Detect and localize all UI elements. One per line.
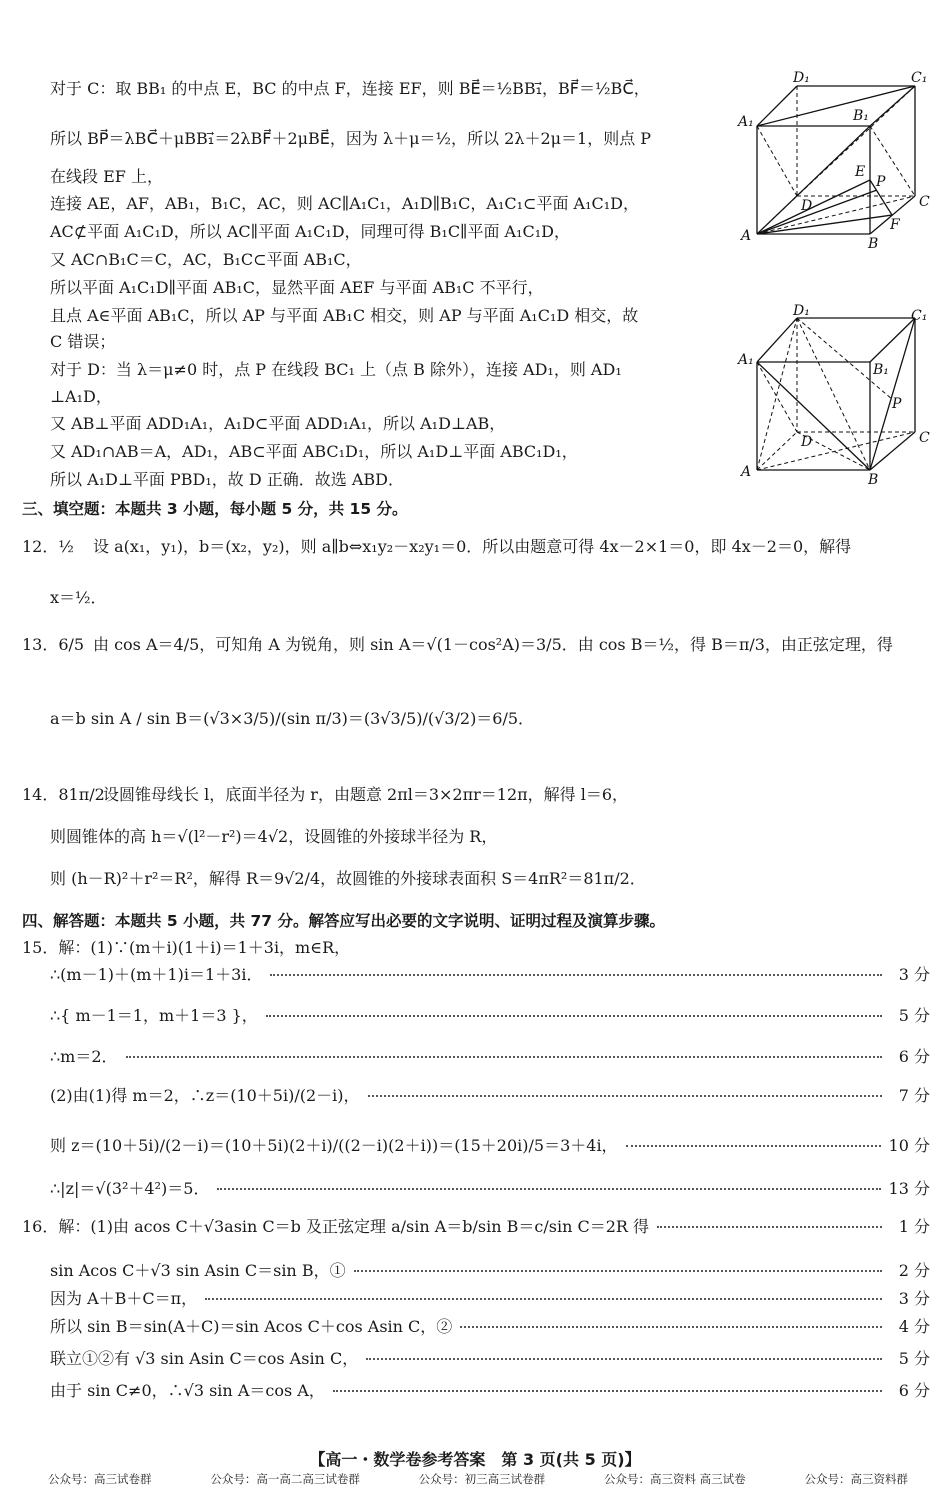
svg-text:D₁: D₁ xyxy=(793,303,810,319)
q13-answer: 13．6/5 xyxy=(22,635,85,654)
svg-text:C: C xyxy=(919,430,930,446)
svg-text:B₁: B₁ xyxy=(853,108,869,124)
solution-step: ∴{ m－1＝1，m＋1＝3 }， 5 分 xyxy=(50,1006,930,1025)
svg-text:A: A xyxy=(741,228,752,244)
svg-text:A: A xyxy=(741,464,752,480)
text-line: 又 AD₁∩AB＝A，AD₁，AB⊂平面 ABC₁D₁，所以 A₁D⊥平面 ABC₁D₁， xyxy=(50,442,578,461)
footer-note: 公众号：高三资料群 xyxy=(804,1472,908,1486)
solution-step: 由于 sin C≠0，∴√3 sin A＝cos A， 6 分 xyxy=(50,1381,930,1400)
svg-text:E: E xyxy=(855,164,866,180)
text-line: 所以 A₁D⊥平面 PBD₁，故 D 正确．故选 ABD． xyxy=(50,470,405,489)
q13-text: a＝b sin A / sin B＝(√3×3/5)/(sin π/3)＝(3√3/5)/(√3/2)＝6/5． xyxy=(50,709,535,728)
footer-note: 公众号：高三资料 高三试卷 xyxy=(603,1472,746,1486)
section-heading: 三、填空题：本题共 3 小题，每小题 5 分，共 15 分。 xyxy=(22,500,408,518)
q12-text: x＝½． xyxy=(50,588,107,607)
svg-text:C₁: C₁ xyxy=(911,308,928,324)
footer-notes xyxy=(48,1471,908,1487)
q14-answer: 14．81π/2 xyxy=(22,785,105,804)
text-line: 对于 D：当 λ＝μ≠0 时，点 P 在线段 BC₁ 上（点 B 除外），连接 AD₁，则 AD₁ xyxy=(50,360,622,379)
svg-text:B: B xyxy=(868,472,879,488)
svg-text:A₁: A₁ xyxy=(738,352,754,368)
text-line: 连接 AE，AF，AB₁，B₁C，AC，则 AC∥A₁C₁，A₁D∥B₁C，A₁C₁⊂平面 A₁C₁D， xyxy=(50,194,639,213)
svg-text:B: B xyxy=(868,236,879,252)
text-line: ⊥A₁D， xyxy=(50,387,112,406)
text-line: C 错误； xyxy=(50,332,116,351)
q14-text: 则 (h－R)²＋r²＝R²，解得 R＝9√2/4，故圆锥的外接球表面积 S＝4πR²＝81π/2． xyxy=(50,869,646,888)
svg-text:B₁: B₁ xyxy=(873,362,889,378)
svg-text:D₁: D₁ xyxy=(793,70,810,86)
text-line: 且点 A∈平面 AB₁C，所以 AP 与平面 AB₁C 相交，则 AP 与平面 A₁C₁D 相交，故 xyxy=(50,306,639,325)
solution-step: 所以 sin B＝sin(A＋C)＝sin Acos C＋cos Asin C，② 4 分 xyxy=(50,1317,930,1336)
solution-step: 因为 A＋B＋C＝π， 3 分 xyxy=(50,1289,930,1308)
svg-text:D: D xyxy=(801,434,813,450)
text-line: 所以平面 A₁C₁D∥平面 AB₁C，显然平面 AEF 与平面 AB₁C 不平行， xyxy=(50,278,544,297)
svg-text:D: D xyxy=(801,198,813,214)
cube-figure-1 xyxy=(735,66,935,252)
footer-note: 公众号：高三试卷群 xyxy=(48,1472,152,1486)
svg-text:C₁: C₁ xyxy=(911,70,928,86)
svg-text:P: P xyxy=(892,396,902,412)
text-line: 又 AC∩B₁C＝C，AC，B₁C⊂平面 AB₁C， xyxy=(50,250,362,269)
section-heading: 四、解答题：本题共 5 小题，共 77 分。解答应写出必要的文字说明、证明过程及演算步骤。 xyxy=(22,912,665,930)
text-line: 在线段 EF 上， xyxy=(50,167,163,186)
text-line: 又 AB⊥平面 ADD₁A₁，A₁D⊂平面 ADD₁A₁，所以 A₁D⊥AB， xyxy=(50,414,506,433)
q12-answer: 12．½ xyxy=(22,537,74,556)
q13-text: 由 cos A＝4/5，可知角 A 为锐角，则 sin A＝√(1－cos²A)＝3/5．由 cos B＝½，得 B＝π/3，由正弦定理，得 xyxy=(93,635,893,654)
q15-head: 15．解：(1)∵(m＋i)(1＋i)＝1＋3i，m∈R， xyxy=(22,938,351,957)
svg-text:C: C xyxy=(919,194,930,210)
svg-text:F: F xyxy=(890,217,900,233)
solution-step: 16．解：(1)由 acos C＋√3asin C＝b 及正弦定理 a/sin A＝b/sin B＝c/sin C＝2R 得 1 分 xyxy=(22,1217,930,1236)
page-footer: 【高一・数学卷参考答案 第 3 页(共 5 页)】 xyxy=(309,1450,641,1469)
q12-text: 设 a(x₁，y₁)，b＝(x₂，y₂)，则 a∥b⇔x₁y₂－x₂y₁＝0．所以由题意可得 4x－2×1＝0，即 4x－2＝0，解得 xyxy=(93,537,852,556)
q14-text: 则圆锥体的高 h＝√(l²－r²)＝4√2，设圆锥的外接球半径为 R， xyxy=(50,827,498,846)
solution-step: 联立①②有 √3 sin Asin C＝cos Asin C， 5 分 xyxy=(50,1349,930,1368)
solution-step: (2)由(1)得 m＝2，∴z＝(10＋5i)/(2－i)， 7 分 xyxy=(50,1086,930,1105)
text-line: 所以 BP⃗＝λBC⃗＋μBB₁⃗＝2λBF⃗＋2μBE⃗，因为 λ＋μ＝½，所以 2λ＋2μ＝1，则点 P xyxy=(50,129,652,148)
svg-text:P: P xyxy=(876,174,886,190)
svg-text:A₁: A₁ xyxy=(738,114,754,130)
text-line: AC⊄平面 A₁C₁D，所以 AC∥平面 A₁C₁D，同理可得 B₁C∥平面 A₁C₁D， xyxy=(50,222,570,241)
text-line: 对于 C：取 BB₁ 的中点 E，BC 的中点 F，连接 EF，则 BE⃗＝½BB₁⃗，BF⃗＝½BC⃗， xyxy=(50,79,650,98)
footer-note: 公众号：初三高三试卷群 xyxy=(418,1472,546,1486)
solution-step: ∴|z|＝√(3²＋4²)＝5． 13 分 xyxy=(50,1179,930,1198)
solution-step: ∴m＝2． 6 分 xyxy=(50,1047,930,1066)
q14-text: 设圆锥母线长 l，底面半径为 r，由题意 2πl＝3×2πr＝12π，解得 l＝6， xyxy=(103,785,629,804)
cube-figure-2 xyxy=(735,302,935,488)
solution-step: ∴(m－1)＋(m＋1)i＝1＋3i． 3 分 xyxy=(50,965,930,984)
solution-step: 则 z＝(10＋5i)/(2－i)＝(10＋5i)(2＋i)/((2－i)(2＋i))＝(15＋20i)/5＝3＋4i， 10 分 xyxy=(50,1136,930,1155)
footer-note: 公众号：高一高二高三试卷群 xyxy=(210,1472,360,1486)
solution-step: sin Acos C＋√3 sin Asin C＝sin B，① 2 分 xyxy=(50,1261,930,1280)
